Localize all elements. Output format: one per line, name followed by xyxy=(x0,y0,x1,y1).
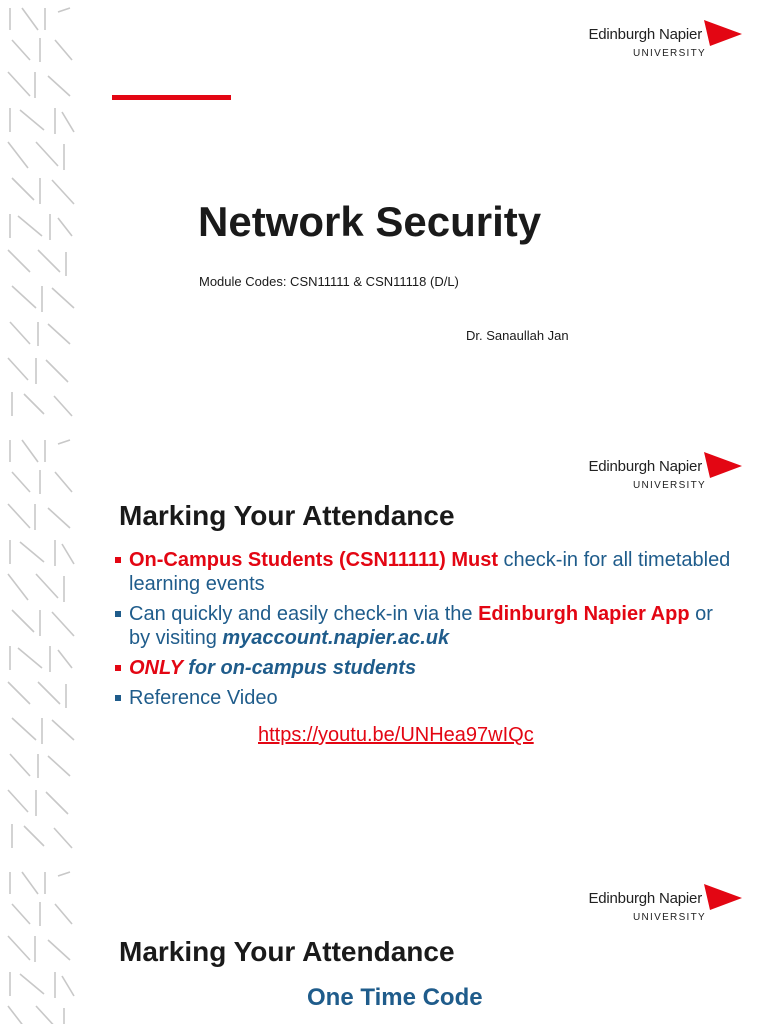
slide-one-time-code xyxy=(0,864,768,1024)
decorative-pattern xyxy=(0,864,80,1024)
bullet-text: for on-campus students xyxy=(182,657,417,679)
author-name: Dr. Sanaullah Jan xyxy=(466,328,569,343)
logo-name: Edinburgh Napier xyxy=(588,458,702,475)
university-logo xyxy=(584,450,744,500)
logo-triangle-icon xyxy=(702,882,744,912)
logo-university: UNIVERSITY xyxy=(632,480,706,491)
bullet-list xyxy=(112,548,732,716)
bullet-text: check-in for all timetabled learning events xyxy=(129,549,731,595)
slide-title: Marking Your Attendance xyxy=(119,500,455,531)
bullet-website: myaccount.napier.ac.uk xyxy=(222,627,450,649)
logo-university: UNIVERSITY xyxy=(632,48,706,59)
logo-university: UNIVERSITY xyxy=(632,912,706,923)
university-logo xyxy=(584,18,744,68)
slide-title-page xyxy=(0,0,768,428)
presentation-title: Network Security xyxy=(198,198,542,245)
bullet-emphasis: ONLY xyxy=(129,657,183,679)
bullet-text: Can quickly and easily check-in via the xyxy=(129,603,479,625)
slide-title: Marking Your Attendance xyxy=(119,936,455,967)
logo-triangle-icon xyxy=(702,18,744,48)
bullet-text: or by visiting xyxy=(129,603,713,649)
one-time-code-heading: One Time Code xyxy=(307,984,483,1011)
slide-attendance xyxy=(0,432,768,860)
logo-name: Edinburgh Napier xyxy=(588,26,702,43)
bullet-emphasis: On-Campus Students (CSN11111) Must xyxy=(129,549,498,571)
module-codes: Module Codes: CSN11111 & CSN11118 (D/L) xyxy=(199,274,459,289)
accent-bar xyxy=(112,95,231,100)
bullet-square-icon xyxy=(115,665,121,671)
decorative-pattern xyxy=(0,432,80,860)
logo-name: Edinburgh Napier xyxy=(588,890,702,907)
bullet-square-icon xyxy=(115,611,121,617)
logo-triangle-icon xyxy=(702,450,744,480)
bullet-square-icon xyxy=(115,695,121,701)
bullet-item xyxy=(112,548,732,596)
bullet-square-icon xyxy=(115,557,121,563)
bullet-emphasis: Edinburgh Napier App xyxy=(478,603,690,625)
reference-video-link[interactable]: https://youtu.be/UNHea97wIQc xyxy=(258,724,534,746)
bullet-text: Reference Video xyxy=(129,687,278,709)
bullet-item xyxy=(112,602,732,650)
bullet-item xyxy=(112,686,732,710)
bullet-item xyxy=(112,656,732,680)
decorative-pattern xyxy=(0,0,80,428)
university-logo xyxy=(584,882,744,932)
